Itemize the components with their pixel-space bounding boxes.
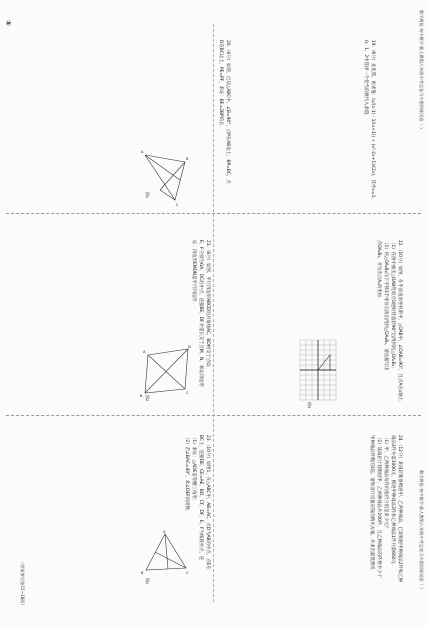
svg-text:A: A <box>141 150 144 154</box>
svg-text:B: B <box>186 157 189 161</box>
q22-coordinate-grid <box>300 340 336 400</box>
svg-text:D: D <box>188 345 191 349</box>
q23-line-2: BC上，连接DE，CE=AE，BD，CF，DF，E，F为线段中点，连 <box>198 435 203 561</box>
q20-line-2: D在BC边上，PE=PF，求证：BE=2BP的长. <box>218 40 223 127</box>
q23-line-ae <box>165 534 168 569</box>
q22-line-1: 22.（10分）如图，在平面直角坐标系中，△OAB中，∠OAB=90°，且点A在x轴上. <box>397 240 402 403</box>
q23-line-4: （2）若∠BAC=40°，求∠DEF的度数. <box>184 435 189 512</box>
svg-text:C: C <box>186 571 189 575</box>
q23-figure-label: 图4 <box>145 578 150 585</box>
q21-line-2: E，F分别为OA，OC的中点，连接BE，DF并延长交于点M，N，求证四边形 <box>198 240 203 387</box>
q20-line-a <box>145 155 180 180</box>
q21-diagonal-bd <box>145 349 188 393</box>
q21-line-1: 21.（8分）如图，平行四边形ABCD的对角线AC，BD相交于点O， <box>205 240 210 371</box>
svg-text:A: A <box>143 350 146 354</box>
q19-line-2: 0，1，2中选择一个恰当的数代入求值. <box>363 40 368 116</box>
q24-line-2: 商品3件共需1000元，购进甲种商品3件和乙种商品1件共需660元. <box>390 435 395 566</box>
q20-figure <box>140 150 200 210</box>
q23-figure <box>140 530 190 575</box>
center-fold-line <box>213 24 214 602</box>
q20-line-c <box>160 190 175 200</box>
q23-line-1: 23.（10分）如图1，在△ABC中，AB=AC，点D为AB的中点，点E在 <box>205 435 210 570</box>
q19-line-1: 19.（6分）先化简，再求值：(x/(x-1) - 1/(x+1)) ÷ (x²-2x+1)/(2x)，其中x=1， <box>370 40 375 202</box>
q22-figure-label: 图3 <box>307 402 312 409</box>
svg-text:B: B <box>140 394 143 398</box>
svg-text:C: C <box>186 391 189 395</box>
q24-line-5: 甲种商品件数的3倍，请你设计出最省钱的购买方案，并求出最低费用. <box>369 435 374 571</box>
q22-line-2: （1）在图中画出△OAB绕原点O逆时针旋转90°后得到的△OA₁B₁； <box>390 240 395 371</box>
svg-text:C: C <box>176 203 179 207</box>
q21-line-3: 证：四边形EMDN是平行四边形. <box>191 240 196 303</box>
q22-line-4: 点OA₂B₂，并写出点A₂的坐标. <box>376 240 381 299</box>
q23-line-3: （1）求证：△ADE是等腰三角形； <box>191 435 196 504</box>
q24-line-4: （2）该商店计划购进甲、乙两种商品共100件，且乙种商品的件数不少于 <box>376 435 381 578</box>
svg-text:A: A <box>163 530 166 534</box>
q21-figure-label: 图2 <box>145 395 150 402</box>
q20-line-1: 20.（8分）如图，已知△ABC中，∠B=90°，点P在AB边上，BP=BC，点 <box>225 40 230 184</box>
q24-line-3: （1）甲、乙两种商品每件的进价分别是多少元？ <box>383 435 388 530</box>
q21-figure <box>140 345 195 398</box>
q24-line-1: 24.（12分）某商店准备购进甲、乙两种商品，已知购进甲种商品2件和乙种 <box>397 435 402 583</box>
answer-footer: （答案参见第15~18版） <box>20 560 25 608</box>
top-running-header: 数学周报·初中数学·新人教版八年级中考总复习专题训练试卷（ ） <box>419 10 424 132</box>
q22-line-3: （2）将△OA₁B₁向下平移3个单位长度后得到△OA₂B₂，请直接写出 <box>383 240 388 371</box>
bottom-running-header: 数学周报·初中数学·新人教版八年级中考总复习专题训练试卷（ ） <box>419 470 424 592</box>
page-number: ⑤ <box>4 20 12 26</box>
q20-figure-label: 图1 <box>145 192 150 199</box>
svg-text:B: B <box>141 571 144 575</box>
